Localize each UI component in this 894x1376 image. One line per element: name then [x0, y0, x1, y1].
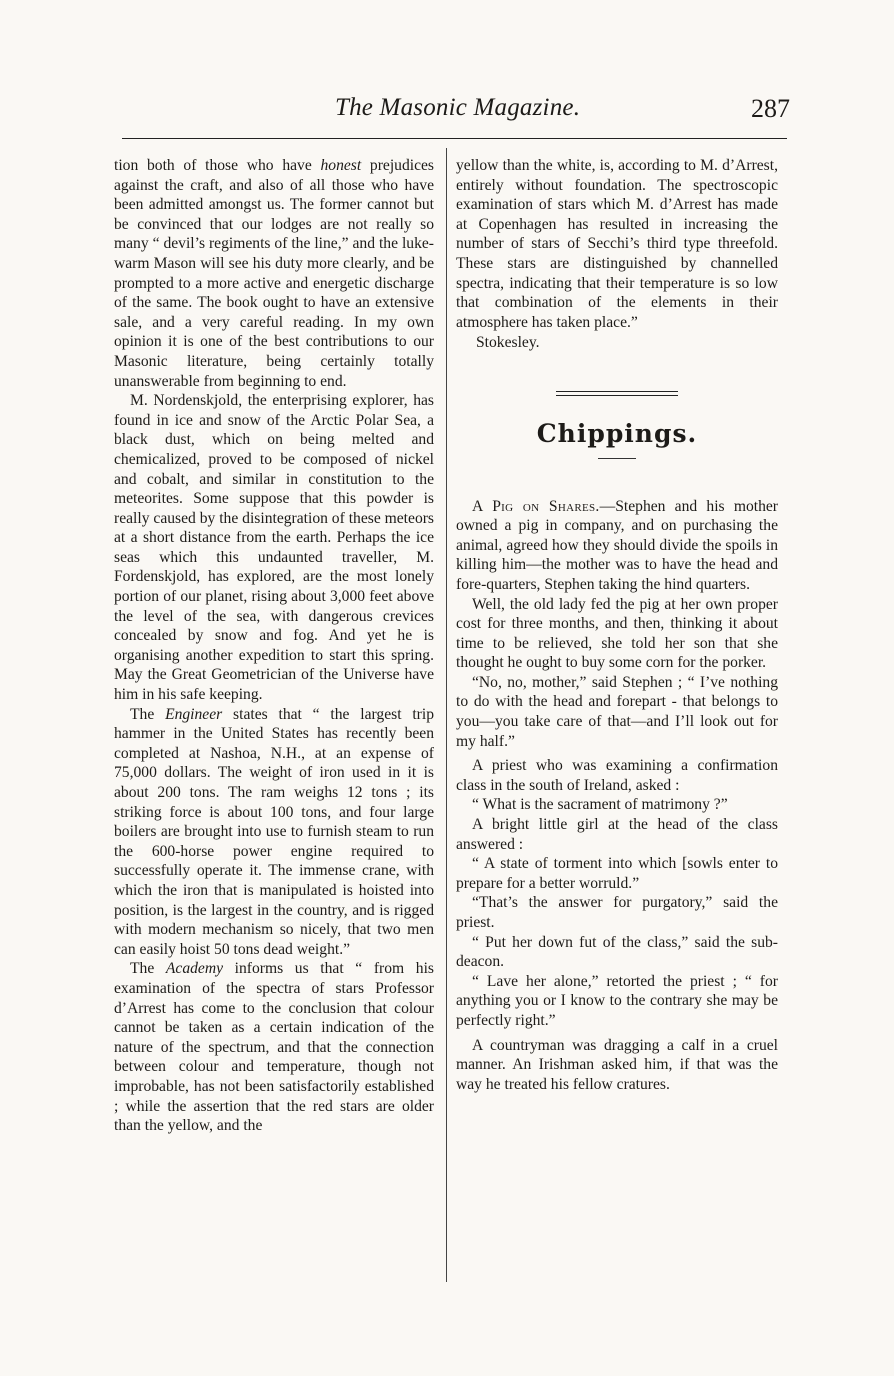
chipping-subdeacon: “ Put her down fut of the class,” said the sub-deacon.	[456, 933, 778, 971]
left-column	[114, 156, 434, 1136]
paragraph-trip-hammer: The Engineer states that “ the largest trip hammer in the United States has recently been completed at Nashoa, N.H., at an expense of 75,000 dollars. The weight of iron used in it is about 200 tons. The ram weighs 12 tons ; its striking force is about 100 tons, and four large boilers are brought into use to furnish steam to run the 600-horse power engine required to successfully operate it. The immense crane, with which the iron that is manipulated is hoisted into position, is the largest in the country, and is rigged with modern mechanism so nicely, that two men can easily hoist 50 tons dead weight.”	[114, 705, 434, 958]
chipping-priest-answer: “ A state of torment into which [sowls enter to prepare for a better worruld.”	[456, 855, 778, 892]
header-rule	[122, 138, 787, 139]
chipping-pig-continued: Well, the old lady fed the pig at her own proper cost for three months, and then, thinking it about time to be relieved, she told her son that she thought he ought to buy some corn for the porker.	[456, 595, 778, 672]
section-double-rule	[556, 391, 678, 396]
chipping-countryman: A countryman was dragging a calf in a cruel manner. An Irishman asked him, if that was the way he treated his fellow cratures.	[456, 1036, 778, 1093]
paragraph-nordenskjold: M. Nordenskjold, the enterprising explorer, has found in ice and snow of the Arctic Polar Sea, a black dust, which on being melted and chemicalized, proved to be composed of nickel and cobalt, and similar in constitution to the meteorites. Some suppose that this powder is really caused by the disintegration of these meteors at a short distance from the earth. Perhaps the ice seas which this undaunted traveller, M. Fordenskjold, has explored, are the most lonely portion of our planet, rising about 3,000 feet above the level of the sea, with dangerous crevices concealed by snow and fog. And yet he is organising another expedition to start this spring. May the Great Geometrician of the Universe have him in his safe keeping.	[114, 392, 434, 704]
page-header	[120, 92, 790, 132]
right-column	[456, 156, 778, 1094]
page-number: 287	[751, 94, 790, 123]
paragraph-book-review: tion both of those who have honest prejudices against the craft, and also of all those who have been admitted amongst us. The former cannot but be convinced that our lodges are not really so many “ devil’s regiments of the line,” and the luke-warm Mason will see his duty more clearly, and be prompted to a more active and energetic discharge of the same. The book ought to have an extensive sale, and a very careful reading. In my own opinion it is one of the best contributions to our Masonic literature, being certainly totally unanswerable from beginning to end.	[114, 157, 434, 390]
chipping-priest: A priest who was examining a confirmation class in the south of Ireland, asked :	[456, 757, 778, 794]
paragraph-stars-continued: yellow than the white, is, according to M. d’Arrest, entirely without foundation. The spectroscopic examination of stars which M. d’Arrest has made at Copenhagen has resulted in increasing the number of stars of Secchi’s third type threefold. These stars are distinguished by channelled spectra, indicating that their temperature is so low that combination of the elements in their atmosphere has taken place.”	[456, 157, 778, 331]
column-divider	[446, 148, 447, 1282]
chipping-priest-girl: A bright little girl at the head of the class answered :	[456, 816, 778, 853]
signature: Stokesley.	[476, 334, 540, 352]
chipping-priest-retort: “ Lave her alone,” retorted the priest ; “ for anything you or I know to the contrary she may be perfectly right.”	[456, 972, 778, 1029]
section-heading: Chippings.	[536, 418, 698, 448]
chipping-priest-question: “ What is the sacrament of matrimony ?”	[472, 796, 728, 814]
paragraph-academy-stars: The Academy informs us that “ from his examination of the spectra of stars Professor d’Arrest has come to the conclusion that colour cannot be taken as a certain indication of the nature of the spectrum, and that the connection between colour and temperature, though not improbable, has not been satisfactorily established ; while the assertion that the red stars are older than the yellow, and the	[114, 960, 434, 1135]
chipping-priest-purgatory: “That’s the answer for purgatory,” said the priest.	[456, 894, 778, 931]
chipping-pig-on-shares: A Pig on Shares.—Stephen and his mother owned a pig in company, and on purchasing the animal, agreed how they should divide the spoils in killing him—the mother was to have the head and fore-quarters, Stephen taking the hind quarters.	[456, 497, 778, 593]
chipping-pig-reply: “No, no, mother,” said Stephen ; “ I’ve nothing to do with the head and forepart - that belongs to you—you take care of that—and I’ll look out for my half.”	[456, 673, 778, 750]
heading-underline	[598, 458, 636, 459]
magazine-title: The Masonic Magazine.	[335, 94, 581, 121]
